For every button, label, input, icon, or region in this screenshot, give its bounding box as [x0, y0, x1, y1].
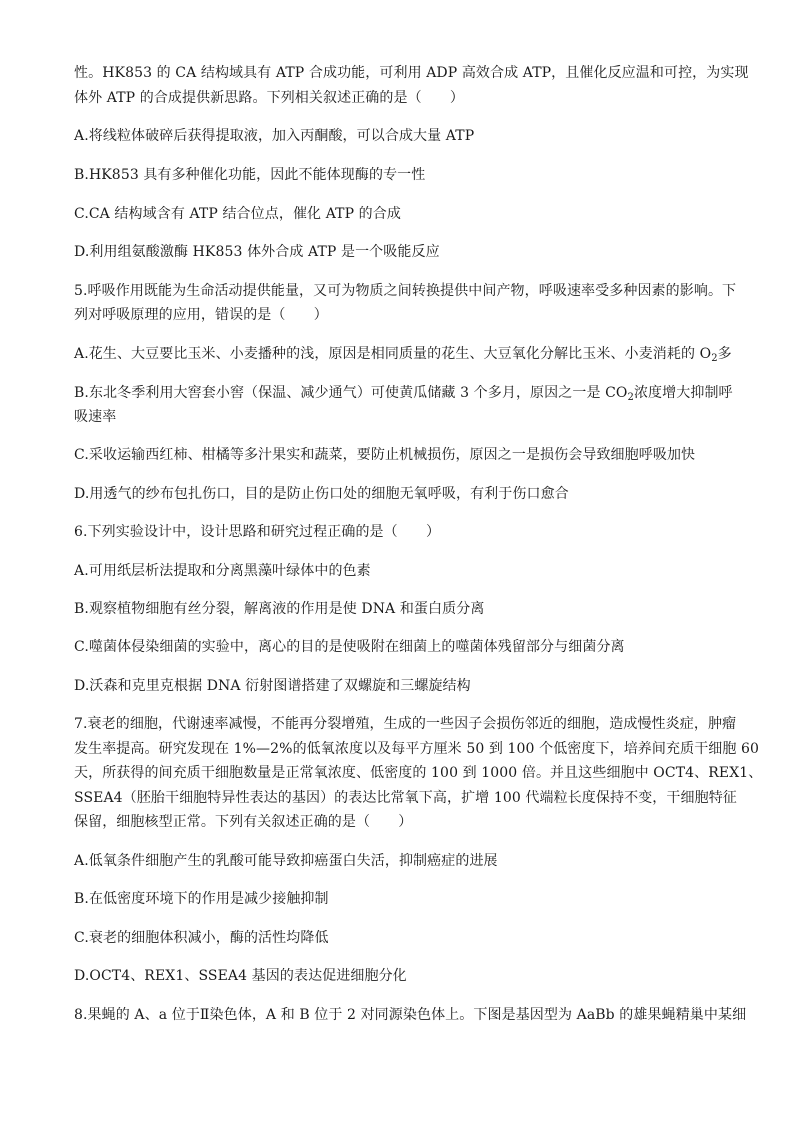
q5-stem-line-2: 列对呼吸原理的应用，错误的是（ ） [74, 307, 328, 323]
q7-option-c: C.衰老的细胞体积减小，酶的活性均降低 [74, 930, 329, 946]
q5-option-d: D.用透气的纱布包扎伤口，目的是防止伤口处的细胞无氧呼吸，有利于伤口愈合 [74, 486, 569, 502]
q5-stem-line-1: 5.呼吸作用既能为生命活动提供能量，又可为物质之间转换提供中间产物，呼吸速率受多种因素的影响。下 [74, 283, 737, 299]
q4-option-d: D.利用组氨酸激酶 HK853 体外合成 ATP 是一个吸能反应 [74, 244, 440, 260]
q6-stem: 6.下列实验设计中，设计思路和研究过程正确的是（ ） [74, 524, 441, 540]
q7-option-b: B.在低密度环境下的作用是减少接触抑制 [74, 891, 329, 907]
q6-option-a: A.可用纸层析法提取和分离黑藻叶绿体中的色素 [74, 563, 371, 579]
q4-option-c: C.CA 结构域含有 ATP 结合位点，催化 ATP 的合成 [74, 206, 401, 222]
q5-option-b-subscript: 2 [627, 392, 634, 403]
q7-stem-line-3: 天，所获得的间充质干细胞数量是正常氧浓度、低密度的 100 到 1000 倍。并且这些细胞中 OCT4、REX1、 [74, 765, 763, 781]
q5-option-a-tail: 多 [717, 346, 732, 362]
q4-stem-line-1: 性。HK853 的 CA 结构域具有 ATP 合成功能，可利用 ADP 高效合成 ATP，且催化反应温和可控，为实现 [74, 65, 749, 81]
q4-option-a: A.将线粒体破碎后获得提取液，加入丙酮酸，可以合成大量 ATP [74, 128, 475, 144]
q5-option-a-text: A.花生、大豆要比玉米、小麦播种的浅，原因是相同质量的花生、大豆氧化分解比玉米、小麦消耗的 O [74, 346, 712, 362]
q6-option-d: D.沃森和克里克根据 DNA 衍射图谱搭建了双螺旋和三螺旋结构 [74, 678, 471, 694]
q7-stem-line-1: 7.衰老的细胞，代谢速率减慢，不能再分裂增殖，生成的一些因子会损伤邻近的细胞，造成慢性炎症，肿瘤 [74, 716, 737, 732]
q7-stem-line-2: 发生率提高。研究发现在 1%—2%的低氧浓度以及每平方厘米 50 到 100 个低密度下，培养间充质干细胞 60 [74, 741, 760, 757]
q4-stem-line-2: 体外 ATP 的合成提供新思路。下列相关叙述正确的是（ ） [74, 90, 465, 106]
q5-option-a-subscript: 2 [711, 353, 718, 364]
q5-option-c: C.采收运输西红柿、柑橘等多汁果实和蔬菜，要防止机械损伤，原因之一是损伤会导致细胞呼吸加快 [74, 447, 696, 463]
q6-option-b: B.观察植物细胞有丝分裂，解离液的作用是使 DNA 和蛋白质分离 [74, 601, 485, 617]
q7-stem-line-5: 保留，细胞核型正常。下列有关叙述正确的是（ ） [74, 814, 413, 830]
q5-option-a [74, 342, 732, 366]
q7-option-d: D.OCT4、REX1、SSEA4 基因的表达促进细胞分化 [74, 968, 407, 984]
q7-option-a: A.低氧条件细胞产生的乳酸可能导致抑癌蛋白失活，抑制癌症的进展 [74, 853, 498, 869]
q5-option-b-tail: 浓度增大抑制呼 [633, 385, 733, 401]
q8-stem-line-1: 8.果蝇的 A、a 位于Ⅱ染色体，A 和 B 位于 2 对同源染色体上。下图是基因型为 AaBb 的雄果蝇精巢中某细 [74, 1007, 747, 1023]
q5-option-b-line-2: 吸速率 [74, 409, 117, 425]
q5-option-b-text: B.东北冬季利用大窖套小窖（保温、减少通气）可使黄瓜储藏 3 个多月，原因之一是 CO [74, 385, 628, 401]
q6-option-c: C.噬菌体侵染细菌的实验中，离心的目的是使吸附在细菌上的噬菌体残留部分与细菌分离 [74, 639, 625, 655]
q4-option-b: B.HK853 具有多种催化功能，因此不能体现酶的专一性 [74, 167, 426, 183]
q7-stem-line-4: SSEA4（胚胎干细胞特异性表达的基因）的表达比常氧下高，扩增 100 代端粒长度保持不变，干细胞特征 [74, 790, 737, 806]
q5-option-b-line-1 [74, 381, 733, 405]
